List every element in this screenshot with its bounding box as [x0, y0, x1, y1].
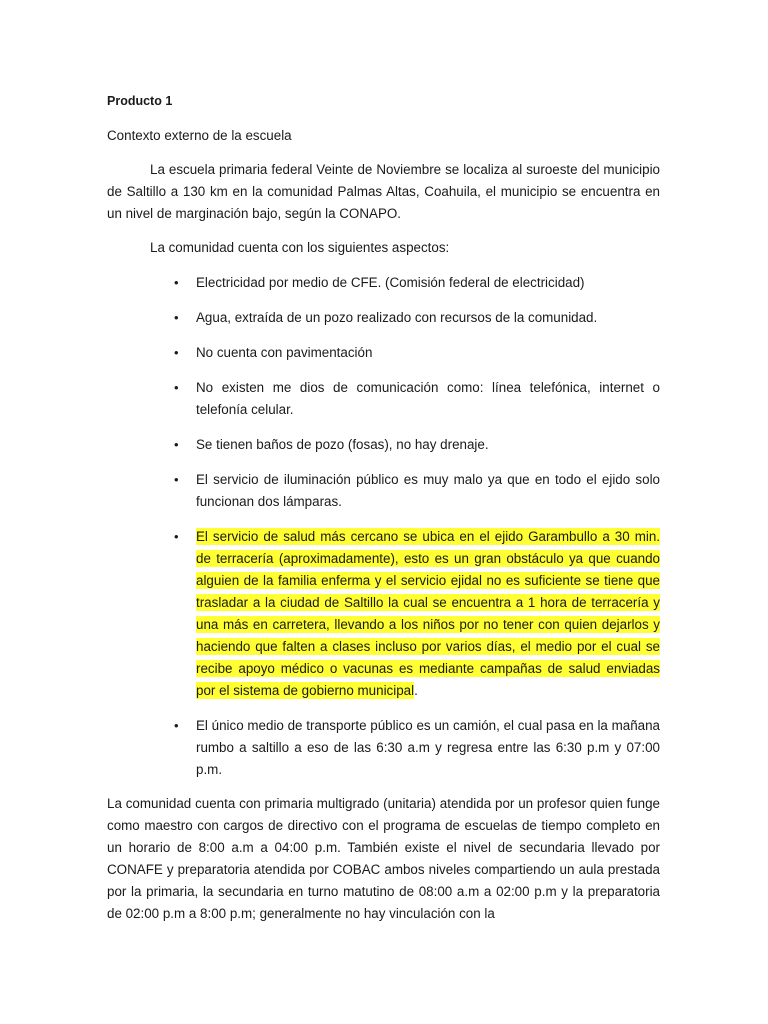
list-item [107, 469, 660, 513]
list-item-text: El servicio de iluminación público es muy malo ya que en todo el ejido solo funcionan dos lámparas. [196, 472, 660, 509]
list-item-text: Agua, extraída de un pozo realizado con recursos de la comunidad. [196, 310, 598, 325]
bullet-icon: • [174, 380, 179, 395]
list-item-text [196, 526, 660, 702]
bullet-icon: • [174, 310, 179, 325]
bullet-icon: • [174, 275, 179, 290]
aspects-list [107, 272, 660, 781]
highlighted-text: El servicio de salud más cercano se ubica en el ejido Garambullo a 30 min. de terracería (aproximadamente), esto es un gran obstáculo ya que cuando alguien de la familia enferma y el servicio ejidal no es suficiente se tiene que trasladar a la ciudad de Saltillo la cual se encuentra a 1 hora de terracería y una más en carretera, llevando a los niños por no tener con quien dejarlos y haciendo que falten a clases incluso por varios días, el medio por el cual se recibe apoyo médico o vacunas es mediante campañas de salud enviadas por el sistema de gobierno municipal [196, 529, 660, 698]
document-subtitle: Contexto externo de la escuela [107, 128, 292, 143]
document-title: Producto 1 [107, 94, 173, 108]
list-item-text: El único medio de transporte público es un camión, el cual pasa en la mañana rumbo a saltillo a eso de las 6:30 a.m y regresa entre las 6:30 p.m y 07:00 p.m. [196, 718, 660, 777]
list-item [107, 377, 660, 421]
list-item-text: No existen me dios de comunicación como: línea telefónica, internet o telefonía celular. [196, 380, 660, 417]
list-item [107, 307, 660, 329]
bullet-icon: • [174, 529, 179, 544]
list-item-highlighted [107, 526, 660, 702]
list-item [107, 715, 660, 781]
bullet-icon: • [174, 437, 179, 452]
intro-paragraph: La escuela primaria federal Veinte de Noviembre se localiza al suroeste del municipio de Saltillo a 130 km en la comunidad Palmas Altas, Coahuila, el municipio se encuentra en un nivel de marginación bajo, según la CONAPO. [107, 162, 660, 221]
list-item [107, 272, 660, 294]
list-lead: La comunidad cuenta con los siguientes aspectos: [150, 240, 450, 255]
list-item-text: Electricidad por medio de CFE. (Comisión federal de electricidad) [196, 275, 585, 290]
list-item [107, 342, 660, 364]
bullet-icon: • [174, 472, 179, 487]
bullet-icon: • [174, 718, 179, 733]
list-item-text: No cuenta con pavimentación [196, 345, 373, 360]
list-item-text: Se tienen baños de pozo (fosas), no hay drenaje. [196, 437, 489, 452]
list-item [107, 434, 660, 456]
document-body [107, 90, 660, 938]
closing-paragraph: La comunidad cuenta con primaria multigrado (unitaria) atendida por un profesor quien funge como maestro con cargos de directivo con el programa de escuelas de tiempo completo en un horario de 8:00 a.m a 04:00 p.m. También existe el nivel de secundaria llevado por CONAFE y preparatoria atendida por COBAC ambos niveles compartiendo un aula prestada por la primaria, la secundaria en turno matutino de 08:00 a.m a 02:00 p.m y la preparatoria de 02:00 p.m a 8:00 p.m; generalmente no hay vinculación con la [107, 796, 660, 921]
highlight-suffix: . [414, 683, 418, 698]
bullet-icon: • [174, 345, 179, 360]
